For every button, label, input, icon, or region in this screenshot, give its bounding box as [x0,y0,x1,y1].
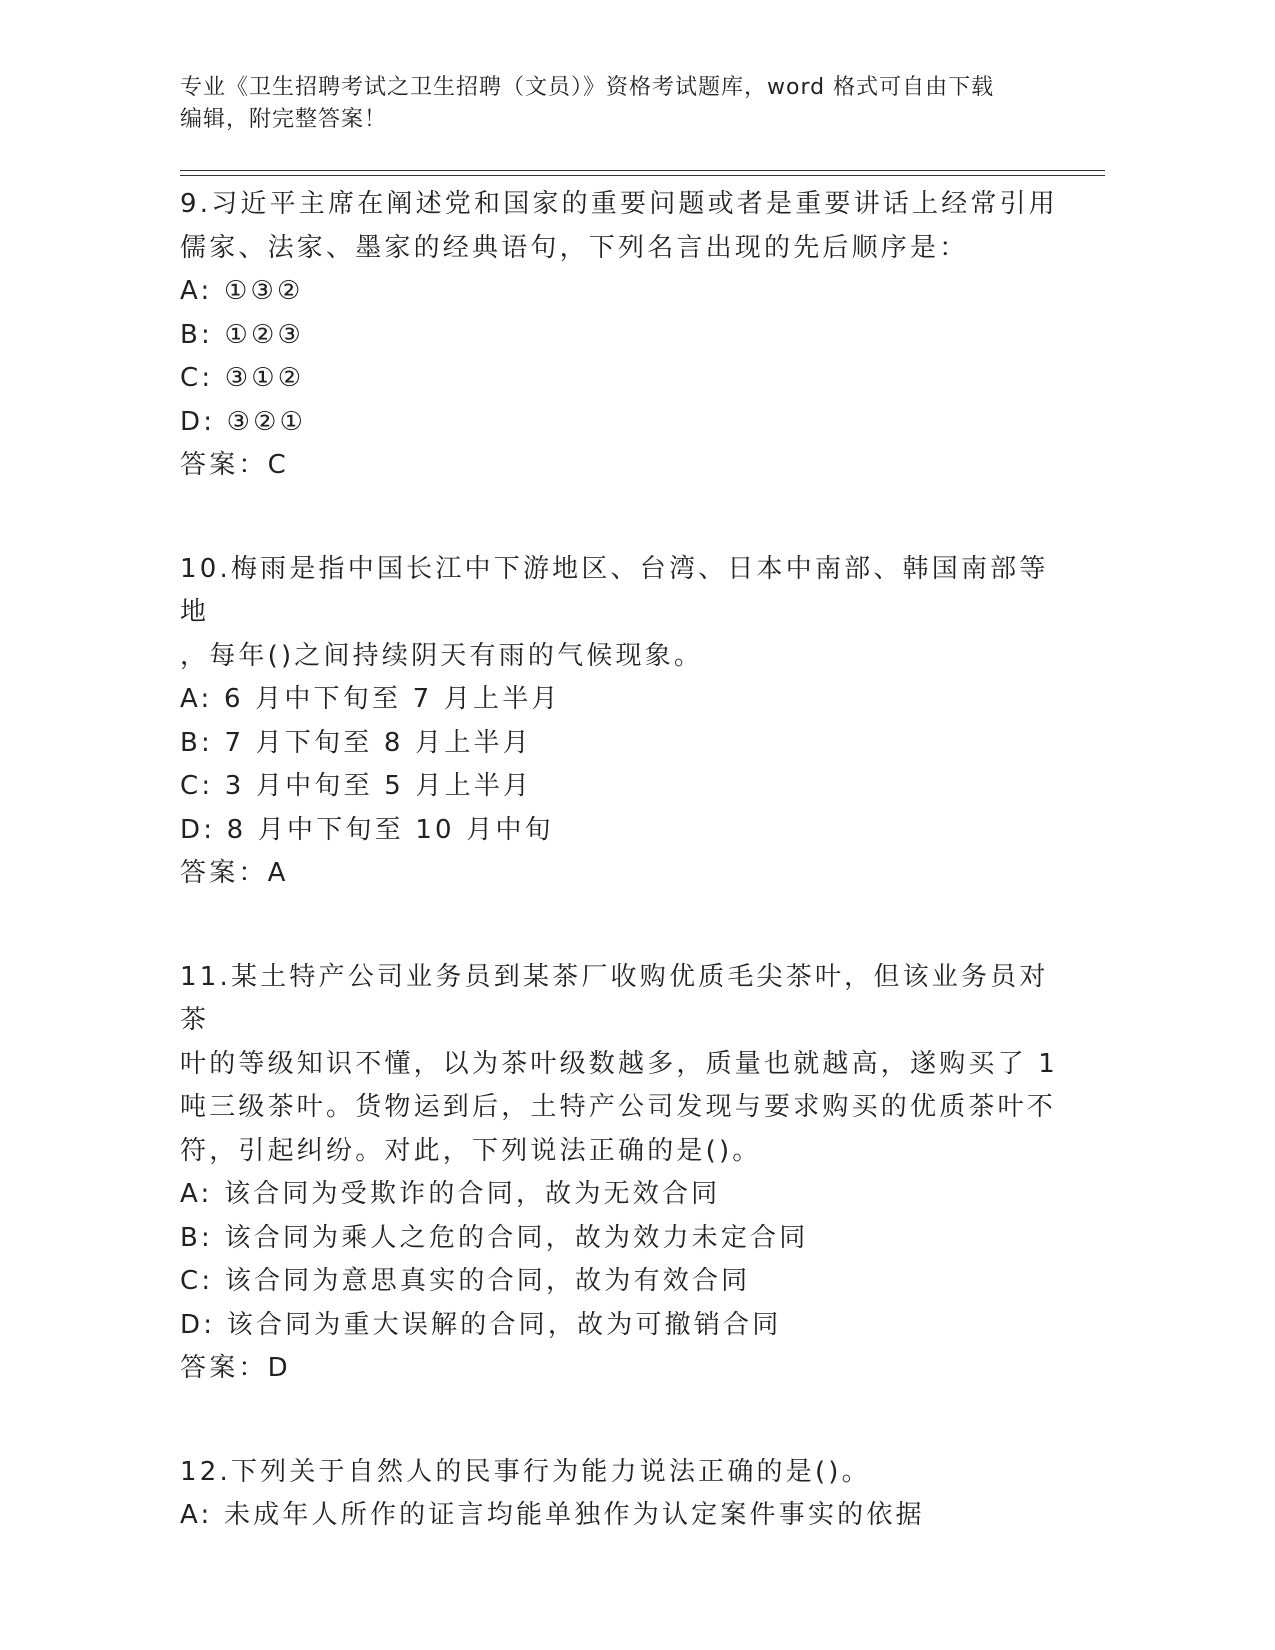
option-b: B: 该合同为乘人之危的合同，故为效力未定合同 [180,1222,809,1253]
header-divider-top [180,170,1105,171]
document-header [180,72,1040,136]
option-d: D: 该合同为重大误解的合同，故为可撤销合同 [180,1309,782,1340]
answer-label: 答案： [180,450,268,480]
answer-value: D [267,1353,291,1383]
header-line-2: 编辑，附完整答案！ [180,107,388,132]
answer-value: A [267,858,289,888]
question-9 [180,183,1060,488]
header-line-1: 专业《卫生招聘考试之卫生招聘（文员）》资格考试题库，word 格式可自由下载 [180,75,995,100]
header-divider-bottom [180,175,1105,176]
option-a: A: 该合同为受欺诈的合同，故为无效合同 [180,1179,721,1209]
option-d: D: 8 月中下旬至 10 月中旬 [180,814,554,845]
question-text: 吨三级茶叶。货物运到后，土特产公司发现与要求购买的优质茶叶不 [180,1092,1057,1122]
question-text: 符，引起纠纷。对此，下列说法正确的是()。 [180,1135,762,1166]
option-a: A: 6 月中下旬至 7 月上半月 [180,684,561,714]
question-text: ，每年()之间持续阴天有雨的气候现象。 [180,640,704,671]
answer-line [180,444,1060,488]
answer-line [180,1347,1060,1391]
answer-value: C [267,450,289,480]
question-text: 9.习近平主席在阐述党和国家的重要问题或者是重要讲话上经常引用 [180,189,1059,219]
answer-line [180,852,1060,896]
option-a: A: ①③② [180,276,304,306]
option-a: A: 未成年人所作的证言均能单独作为认定案件事实的依据 [180,1500,925,1530]
question-list [180,183,1060,1598]
question-text: 10.梅雨是指中国长江中下游地区、台湾、日本中南部、韩国南部等地 [180,553,1049,627]
option-b: B: 7 月下旬至 8 月上半月 [180,727,532,758]
question-text: 儒家、法家、墨家的经典语句，下列名言出现的先后顺序是： [180,232,969,263]
option-c: C: 该合同为意思真实的合同，故为有效合同 [180,1266,751,1296]
option-d: D: ③②① [180,406,307,437]
option-b: B: ①②③ [180,319,304,350]
option-c: C: 3 月中旬至 5 月上半月 [180,771,533,801]
question-12 [180,1451,1060,1538]
option-c: C: ③①② [180,363,305,393]
question-text: 12.下列关于自然人的民事行为能力说法正确的是()。 [180,1456,871,1487]
question-10 [180,548,1060,896]
question-text: 叶的等级知识不懂，以为茶叶级数越多，质量也就越高，遂购买了 1 [180,1048,1059,1079]
answer-label: 答案： [180,858,268,888]
question-text: 11.某土特产公司业务员到某茶厂收购优质毛尖茶叶，但该业务员对茶 [180,961,1049,1035]
answer-label: 答案： [180,1353,268,1383]
question-11 [180,956,1060,1391]
